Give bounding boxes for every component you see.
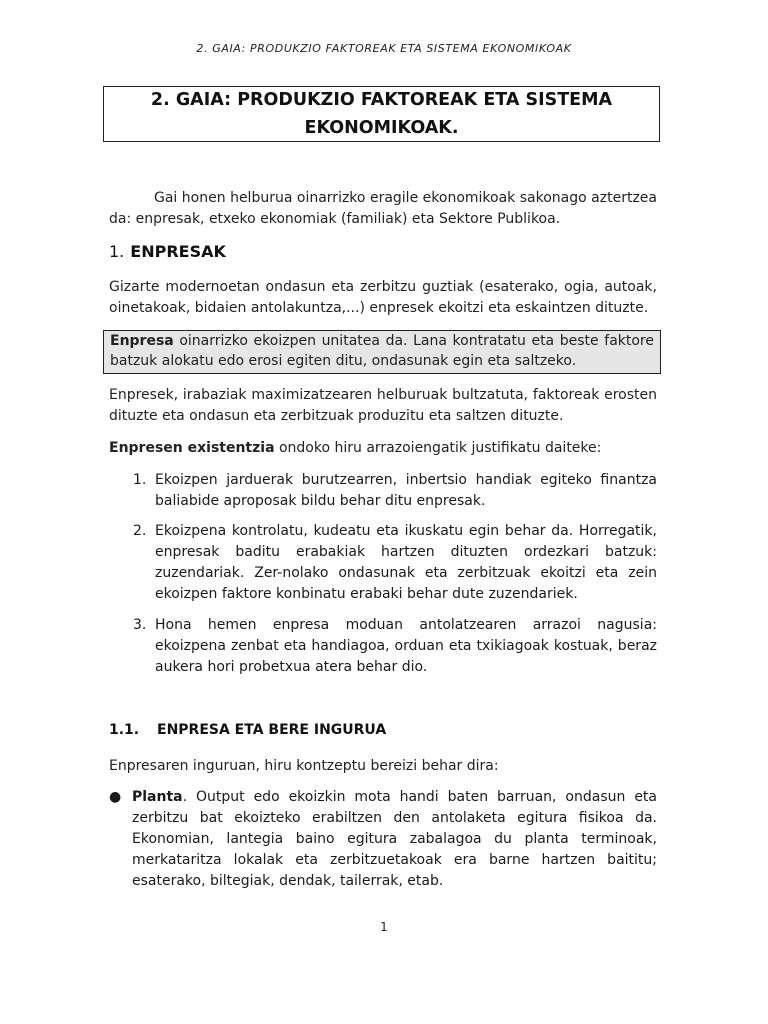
chapter-title-box — [103, 86, 660, 142]
section-heading-enpresak — [109, 242, 226, 261]
bullet-icon: ● — [109, 789, 122, 805]
bullet-body: . Output edo ekoizkin mota handi baten barruan, ondasun eta zerbitzu bat ekoizteko erabiltzen den antolaketa egitura fisikoa da. Ekonomian, lantegia baino egitura zabalagoa du planta terminoak, merkataritza lokalak eta zerbitzuetakoak era barne hartzen baititu; esaterako, biltegiak, dendak, tailerrak, etab. — [132, 789, 657, 889]
bullet-term: Planta — [132, 789, 183, 805]
list-item-text: Hona hemen enpresa moduan antolatzearen arrazoi nagusia: ekoizpena zenbat eta handiagoa, orduan eta txikiagoak kostuak, beraz aukera hori probetxua atera behar dio. — [155, 617, 657, 675]
paragraph-inguruan: Enpresaren inguruan, hiru kontzeptu bereizi behar dira: — [109, 758, 499, 774]
section-title: ENPRESAK — [130, 242, 226, 261]
chapter-title-line1: 2. GAIA: PRODUKZIO FAKTOREAK ETA SISTEMA — [150, 90, 613, 110]
intro-paragraph: Gai honen helburua oinarrizko eragile ekonomikoak sakonago aztertzea da: enpresak, etxeko ekonomiak (familiak) eta Sektore Publikoa. — [109, 190, 657, 227]
section-number: 1. — [109, 242, 125, 261]
paragraph-gizarte: Gizarte modernoetan ondasun eta zerbitzu guztiak (esaterako, ogia, autoak, oinetakoak, bidaien antolakuntza,...) enpresek ekoitzi eta eskaintzen dituzte. — [109, 279, 657, 316]
list-item-text: Ekoizpen jarduerak burutzearren, inbertsio handiak egiteko finantza baliabide aproposak bildu behar ditu enpresak. — [155, 472, 657, 509]
running-header: 2. GAIA: PRODUKZIO FAKTOREAK ETA SISTEMA EKONOMIKOAK — [196, 42, 572, 55]
existentzia-term: Enpresen existentzia — [109, 440, 275, 456]
bullet-text — [132, 787, 657, 892]
page-number: 1 — [380, 920, 388, 934]
definition-text: oinarrizko ekoizpen unitatea da. Lana kontratatu eta beste faktore batzuk alokatu edo erosi egiten ditu, ondasunak egin eta saltzeko. — [110, 333, 654, 369]
definition-term: Enpresa — [110, 333, 174, 349]
chapter-title-line2: EKONOMIKOAK. — [304, 118, 459, 138]
subsection-title: ENPRESA ETA BERE INGURUA — [157, 722, 387, 738]
subsection-number: 1.1. — [109, 722, 140, 738]
paragraph-enpresek: Enpresek, irabaziak maximizatzearen helburuak bultzatuta, faktoreak erosten dituzte eta ondasun eta zerbitzuak produzitu eta saltzen dituzte. — [109, 387, 657, 424]
list-item-number: 1. — [133, 472, 147, 488]
paragraph-existentzia — [109, 438, 657, 459]
list-item-text: Ekoizpena kontrolatu, kudeatu eta ikuskatu egin behar da. Horregatik, enpresak baditu erabakiak hartzen dituzten ordezkari batzuk: zuzendariak. Zer-nolako ondasunak eta zerbitzuak ekoitzi eta zein ekoizpen faktore konbinatu erabaki behar dute zuzendariek. — [155, 523, 657, 602]
list-item-number: 3. — [133, 617, 147, 633]
list-item-number: 2. — [133, 523, 147, 539]
existentzia-text: ondoko hiru arrazoiengatik justifikatu daiteke: — [274, 440, 602, 456]
definition-box — [103, 330, 661, 374]
subsection-heading — [109, 722, 386, 738]
chapter-title — [151, 86, 612, 142]
